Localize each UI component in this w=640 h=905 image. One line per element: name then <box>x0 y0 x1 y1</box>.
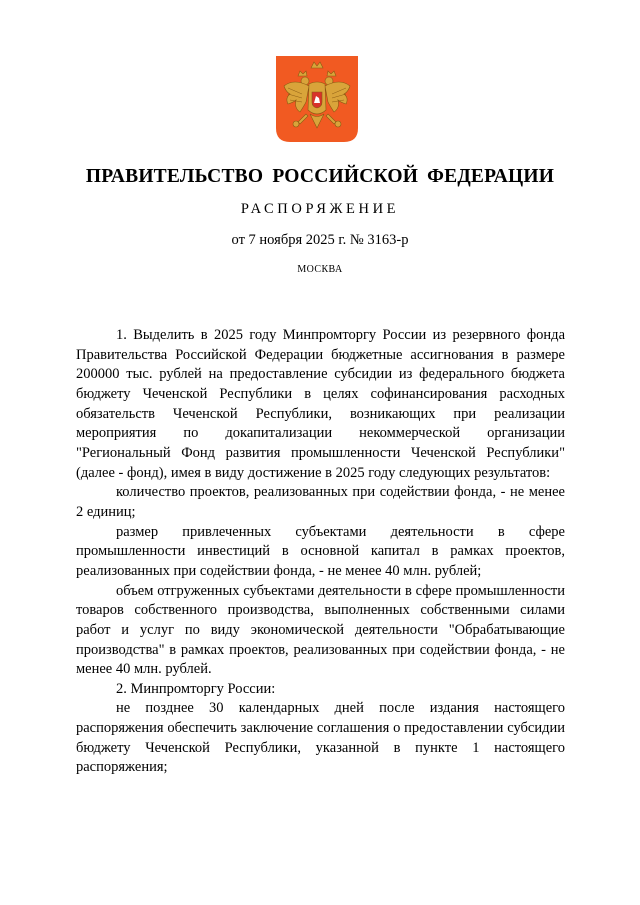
paragraph: 1. Выделить в 2025 году Минпромторгу России из резервного фонда Правительства Российской Федерации бюджетные ассигнования в размере 200000 тыс. рублей на предоставление субсидии из федерального бюджета бюджету Чеченской Республики в целях софинансирования расходных обязательств Чеченской Республики, возникающих при реализации мероприятия по докапитализации некоммерческой организации "Региональный Фонд развития промышленности Чеченской Республики" (далее - фонд), имея в виду достижение в 2025 году следующих результатов: <box>76 327 565 481</box>
paragraph: 2. Минпромторгу России: <box>116 680 276 697</box>
paragraph: количество проектов, реализованных при содействии фонда, - не менее 2 единиц; <box>76 484 565 520</box>
document-date-number: от 7 ноября 2025 г. № 3163-р <box>231 232 409 248</box>
government-title: ПРАВИТЕЛЬСТВО РОССИЙСКОЙ ФЕДЕРАЦИИ <box>85 166 555 187</box>
document-type: РАСПОРЯЖЕНИЕ <box>240 201 400 217</box>
paragraph: объем отгруженных субъектами деятельности в сфере промышленности товаров собственного производства, выполненных собственными силами работ и услуг по виду экономической деятельности "Обрабатывающие производства" в рамках проектов, реализованных при содействии фонда, - не менее 40 млн. рублей. <box>76 582 565 678</box>
document-city: МОСКВА <box>297 264 343 275</box>
russian-coat-of-arms-icon <box>276 56 358 142</box>
paragraph: размер привлеченных субъектами деятельности в сфере промышленности инвестиций в основной капитал в рамках проектов, реализованных при содействии фонда, - не менее 40 млн. рублей; <box>76 523 565 579</box>
paragraph: не позднее 30 календарных дней после издания настоящего распоряжения обеспечить заключение соглашения о предоставлении субсидии бюджету Чеченской Республики, указанной в пункте 1 настоящего распоряжения; <box>76 700 565 776</box>
document-body <box>76 326 565 778</box>
